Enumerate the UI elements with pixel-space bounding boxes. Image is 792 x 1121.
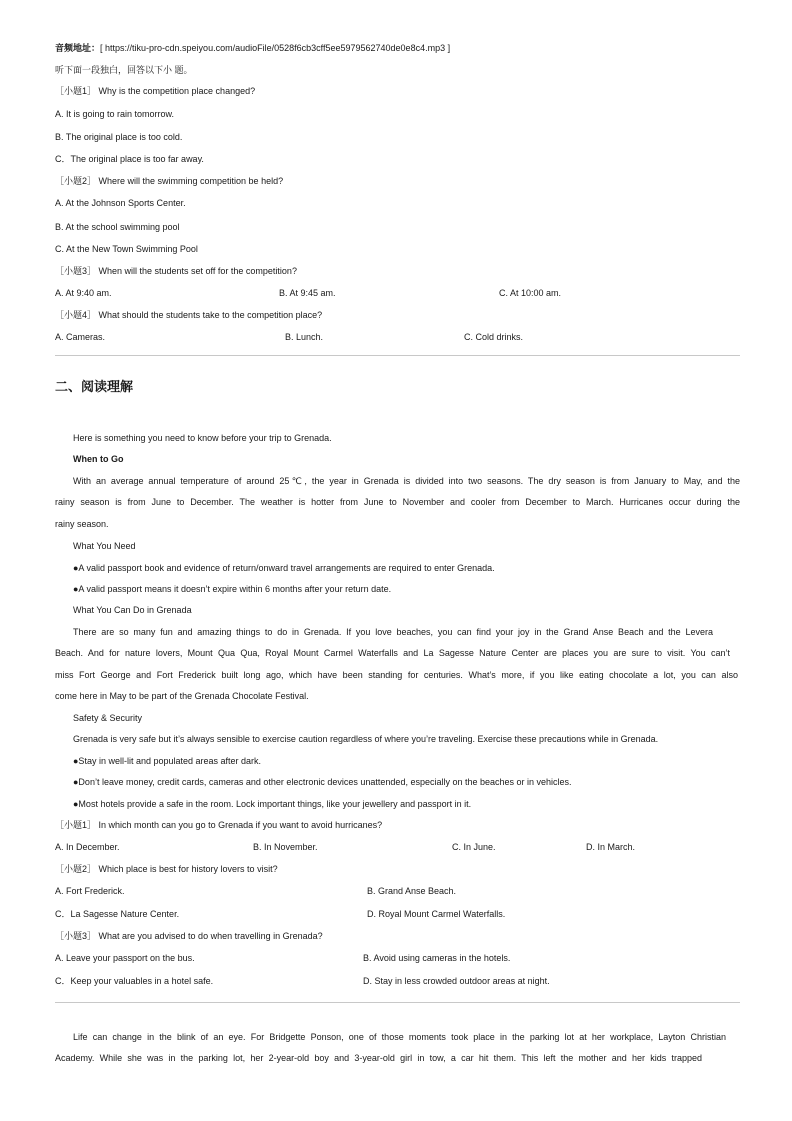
divider xyxy=(55,1002,740,1003)
listening-q2-option-b: B. At the school swimming pool xyxy=(55,222,180,232)
listening-q1-option-c: C．The original place is too far away. xyxy=(55,154,204,164)
listening-q1-prompt: ［小题1］ Why is the competition place changed? xyxy=(55,86,256,96)
listening-q4-prompt: ［小题4］ What should the students take to the competition place? xyxy=(55,310,323,320)
heading-what-you-can-do: What You Can Do in Grenada xyxy=(73,605,192,615)
heading-safety: Safety & Security xyxy=(73,713,143,723)
reading-q1-option-b: B. In November. xyxy=(253,842,318,852)
reading-q2-option-d: D. Royal Mount Carmel Waterfalls. xyxy=(367,909,506,919)
passage1-intro: Here is something you need to know before your trip to Grenada. xyxy=(73,433,332,443)
heading-what-you-need: What You Need xyxy=(73,541,136,551)
reading-q3-option-d: D. Stay in less crowded outdoor areas at night. xyxy=(363,976,550,986)
do-line-2: Beach. And for nature lovers, Mount Qua Qua, Royal Mount Carmel Waterfalls and La Sagesse Nature Center are places you are sure to visit. You can’t xyxy=(55,648,730,658)
audio-line xyxy=(55,43,450,54)
listening-q2-prompt: ［小题2］ Where will the swimming competition be held? xyxy=(55,176,284,186)
audio-label: 音频地址： xyxy=(55,43,101,53)
listening-q1-option-b: B. The original place is too cold. xyxy=(55,132,183,142)
reading-q1-option-a: A. In December. xyxy=(55,842,120,852)
reading-q3-prompt: ［小题3］ What are you advised to do when travelling in Grenada? xyxy=(55,931,323,941)
reading-q2-prompt: ［小题2］ Which place is best for history lovers to visit? xyxy=(55,864,278,874)
listening-q4-option-c: C. Cold drinks. xyxy=(464,332,524,342)
reading-q3-option-b: B. Avoid using cameras in the hotels. xyxy=(363,953,511,963)
reading-q1-option-d: D. In March. xyxy=(586,842,636,852)
when-line-1: With an average annual temperature of around 25℃, the year in Grenada is divided into two seasons. The dry season is from January to May, and the xyxy=(73,476,740,486)
safety-item-1: ●Stay in well-lit and populated areas after dark. xyxy=(73,756,262,766)
listening-q4-option-b: B. Lunch. xyxy=(285,332,324,342)
listening-q3-option-c: C. At 10:00 am. xyxy=(499,288,562,298)
safety-item-3: ●Most hotels provide a safe in the room. Lock important things, like your jewellery and passport in it. xyxy=(73,799,472,809)
listening-instruction: 听下面一段独白，回答以下小 题。 xyxy=(55,65,193,75)
need-item-1: ●A valid passport book and evidence of return/onward travel arrangements are required to enter Grenada. xyxy=(73,563,495,573)
listening-q1-option-a: A. It is going to rain tomorrow. xyxy=(55,109,175,119)
listening-q3-prompt: ［小题3］ When will the students set off for the competition? xyxy=(55,266,297,276)
reading-q2-option-a: A. Fort Frederick. xyxy=(55,886,125,896)
listening-q3-option-a: A. At 9:40 am. xyxy=(55,288,112,298)
listening-q3-option-b: B. At 9:45 am. xyxy=(279,288,336,298)
passage2-line-2: Academy. While she was in the parking lot, her 2-year-old boy and 3-year-old girl in tow, a car hit them. This left the mother and her kids trapped xyxy=(55,1053,702,1063)
do-line-4: come here in May to be part of the Grenada Chocolate Festival. xyxy=(55,691,309,701)
when-line-3: rainy season. xyxy=(55,519,109,529)
safety-intro: Grenada is very safe but it’s always sensible to exercise caution regardless of where you’re traveling. Exercise these precautions while in Grenada. xyxy=(73,734,659,744)
listening-q2-option-c: C. At the New Town Swimming Pool xyxy=(55,244,198,254)
reading-q2-option-c: C．La Sagesse Nature Center. xyxy=(55,909,180,919)
reading-q1-prompt: ［小题1］ In which month can you go to Grenada if you want to avoid hurricanes? xyxy=(55,820,383,830)
reading-q1-option-c: C. In June. xyxy=(452,842,496,852)
passage2-line-1: Life can change in the blink of an eye. For Bridgette Ponson, one of those moments took place in the parking lot at her workplace, Layton Christian xyxy=(73,1032,726,1042)
reading-q3-option-a: A. Leave your passport on the bus. xyxy=(55,953,195,963)
do-line-1: There are so many fun and amazing things to do in Grenada. If you love beaches, you can find your joy in the Grand Anse Beach and the Levera xyxy=(73,627,713,637)
safety-item-2: ●Don’t leave money, credit cards, cameras and other electronic devices unattended, especially on the beaches or in vehicles. xyxy=(73,777,572,787)
section-title: 二、阅读理解 xyxy=(55,379,134,394)
listening-q4-option-a: A. Cameras. xyxy=(55,332,106,342)
when-line-2: rainy season is from June to December. The weather is hotter from June to November and cooler from December to March. Hurricanes occur during the xyxy=(55,497,740,507)
heading-when-to-go: When to Go xyxy=(73,454,124,464)
do-line-3: miss Fort George and Fort Frederick built long ago, which have been standing for centuries. What’s more, if you like eating chocolate a lot, you can also xyxy=(55,670,738,680)
audio-url[interactable]: [ https://tiku-pro-cdn.speiyou.com/audioFile/0528f6cb3cff5ee5979562740de0e8c4.mp3 ] xyxy=(100,43,451,53)
need-item-2: ●A valid passport means it doesn’t expire within 6 months after your return date. xyxy=(73,584,392,594)
listening-q2-option-a: A. At the Johnson Sports Center. xyxy=(55,198,186,208)
reading-q2-option-b: B. Grand Anse Beach. xyxy=(367,886,457,896)
divider xyxy=(55,355,740,356)
reading-q3-option-c: C．Keep your valuables in a hotel safe. xyxy=(55,976,214,986)
